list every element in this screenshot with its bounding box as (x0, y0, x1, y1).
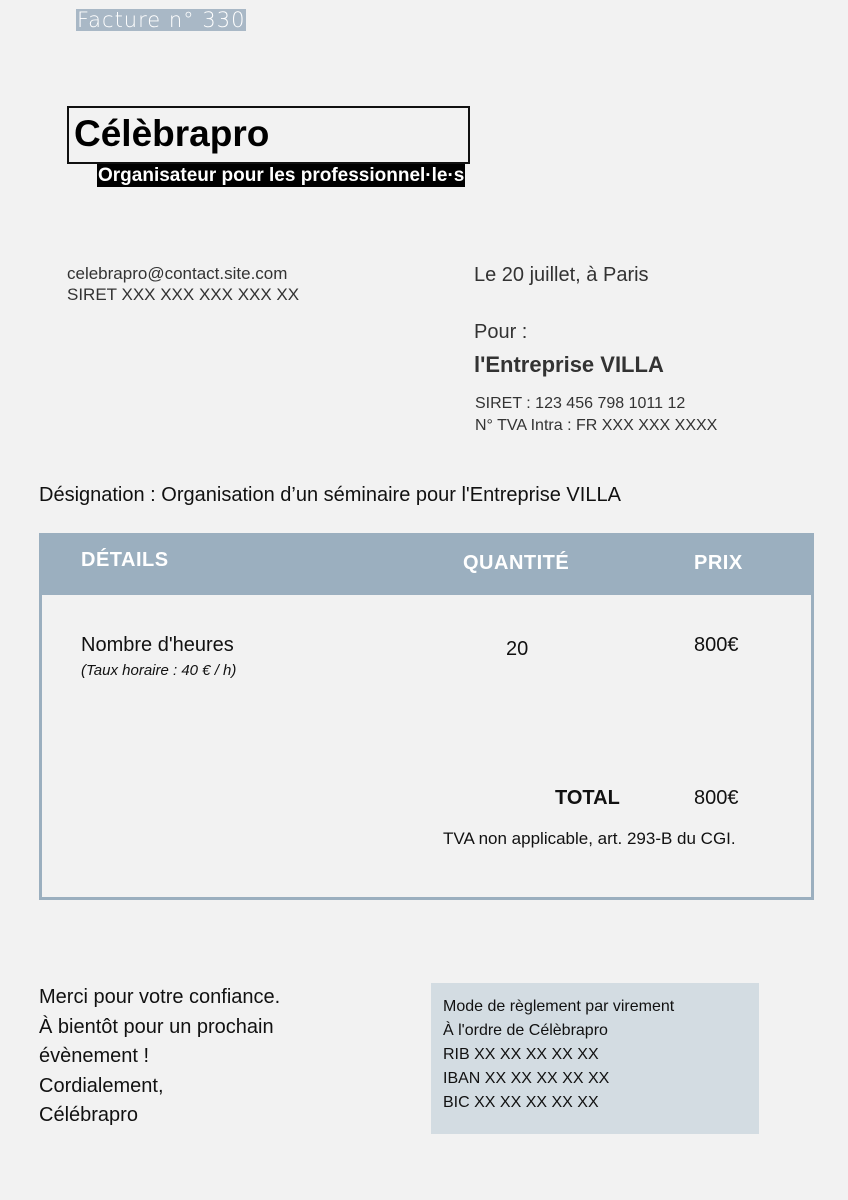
recipient-name: l'Entreprise VILLA (474, 352, 664, 377)
invoice-date: Le 20 juillet, à Paris (474, 264, 649, 286)
header-price: PRIX (694, 552, 743, 574)
designation: Désignation : Organisation d’un séminaire pour l'Entreprise VILLA (39, 484, 621, 506)
sender-email: celebrapro@contact.site.com (67, 264, 288, 283)
invoice-number: Facture n° 330 (77, 8, 246, 32)
row-item-price: 800€ (694, 634, 739, 656)
row-item-note: (Taux horaire : 40 € / h) (81, 662, 237, 679)
payment-method: Mode de règlement par virement (443, 998, 675, 1015)
total-value: 800€ (694, 787, 739, 809)
header-quantity: QUANTITÉ (463, 552, 570, 574)
row-item-quantity: 20 (506, 638, 529, 660)
header-details: DÉTAILS (81, 549, 169, 571)
recipient-label: Pour : (474, 321, 528, 343)
tva-note: TVA non applicable, art. 293-B du CGI. (443, 829, 736, 848)
closing-line: Cordialement, (39, 1074, 164, 1097)
payment-info (443, 995, 674, 1115)
closing-line: À bientôt pour un prochain (39, 1015, 274, 1038)
recipient-siret: SIRET : 123 456 798 1011 12 (475, 395, 686, 412)
sender-siret: SIRET XXX XXX XXX XXX XX (67, 285, 300, 304)
closing-line: Merci pour votre confiance. (39, 986, 281, 1008)
closing-signature: Célébrapro (39, 1104, 138, 1126)
closing-line: évènement ! (39, 1045, 150, 1067)
payment-iban: IBAN XX XX XX XX XX (443, 1070, 610, 1087)
total-label: TOTAL (555, 787, 620, 809)
payment-payee: À l'ordre de Célèbrapro (443, 1022, 608, 1039)
payment-rib: RIB XX XX XX XX XX (443, 1046, 599, 1063)
brand-tagline: Organisateur pour les professionnel·le·s (98, 165, 465, 186)
payment-bic: BIC XX XX XX XX XX (443, 1094, 599, 1111)
closing-message (39, 983, 280, 1131)
row-item-label: Nombre d'heures (81, 634, 234, 656)
recipient-tva: N° TVA Intra : FR XXX XXX XXXX (475, 417, 718, 434)
brand-name: Célèbrapro (74, 113, 270, 154)
